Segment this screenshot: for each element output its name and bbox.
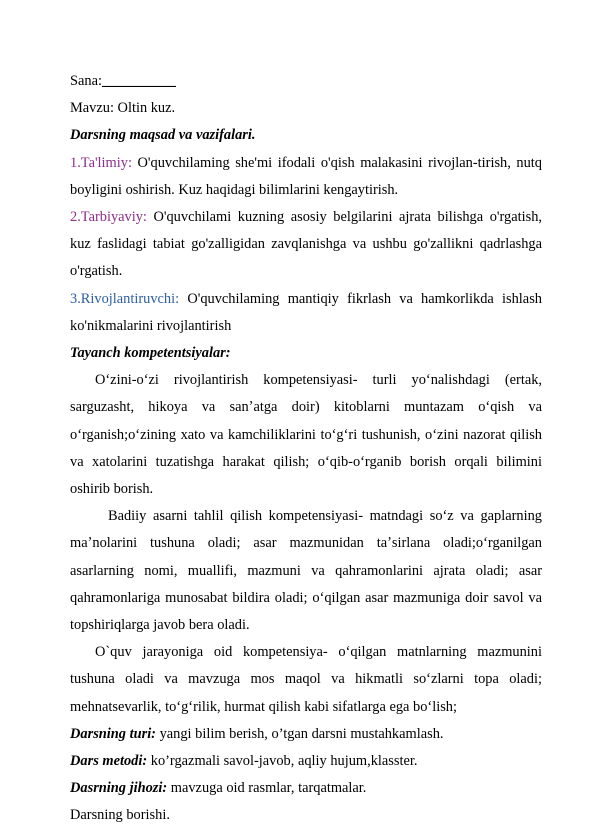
- competency-paragraph-1: Oʻzini-oʻzi rivojlantirish kompetensiyasi- turli yoʻnalishdagi (ertak, sarguzasht, hikoya va sanʼatga doir) kitoblarni muntazam oʻqish va oʻrganish;oʻzining xato va kamchiliklarini toʻgʻri tushunish, oʻzini nazorat qilish va xatolarini tuzatishga harakat qilish; oʻqib-oʻrganib borish orqali bilimini oshirib borish.: [70, 372, 542, 498]
- closing-line: Darsning borishi.: [70, 807, 170, 824]
- competency-paragraph-2: Badiiy asarni tahlil qilish kompetensiyasi- matndagi soʻz va gaplarning maʼnolarini tushuna oladi; asar mazmunidan taʼsirlana oladi;oʻrganilgan asarlarning nomi, muallifi, mazmuni va qahramonlarini ajrata oladi; asar qahramonlariga munosabat bildira oladi; oʻqilgan asar mazmuniga doir savol va topshiriqlarga javob bera oladi.: [70, 508, 542, 634]
- meta-label-lesson-equipment: Dasrning jihozi:: [70, 780, 168, 797]
- goals-heading: Darsning maqsad va vazifalari.: [70, 127, 256, 144]
- meta-label-lesson-type: Darsning turi:: [70, 725, 156, 742]
- aim-text-3: O'quvchilaming mantiqiy fikrlash va hamkorlikda ishlash ko'nikmalarini rivojlantirish: [70, 290, 542, 334]
- date-line: [70, 68, 542, 95]
- aim-label-1: 1.Ta'limiy:: [70, 154, 132, 171]
- document-body: [70, 68, 542, 830]
- aim-text-2: O'quvchilami kuzning asosiy belgilarini ajrata bilishga o'rgatish, kuz faslidagi tabiat go'zalligidan zavqlanishga va ushbu go'zallikni qadrlashga o'rgatish.: [70, 209, 542, 280]
- date-label: Sana:: [70, 73, 102, 89]
- competencies-heading: Tayanch kompetentsiyalar:: [70, 345, 231, 362]
- topic-line: Mavzu: Oltin kuz.: [70, 100, 176, 117]
- aim-label-2: 2.Tarbiyaviy:: [70, 209, 147, 226]
- aim-item-2: [70, 204, 542, 286]
- aim-item-1: [70, 150, 542, 204]
- aim-item-3: [70, 286, 542, 340]
- meta-row-lesson-equipment: [70, 775, 542, 802]
- meta-value-lesson-type: yangi bilim berish, o’tgan darsni mustahkamlash.: [155, 725, 444, 742]
- meta-label-lesson-method: Dars metodi:: [70, 753, 148, 770]
- meta-value-lesson-equipment: mavzuga oid rasmlar, tarqatmalar.: [167, 780, 367, 797]
- aim-text-1: O'quvchilaming she'mi ifodali o'qish malakasini rivojlan-tirish, nutq boyligini oshirish. Kuz haqidagi bilimlarini kengaytirish.: [70, 154, 542, 198]
- date-blank-rule: __________: [101, 73, 176, 89]
- competency-paragraph-3: O`quv jarayoniga oid kompetensiya- oʻqilgan matnlarning mazmunini tushuna oladi va mavzuga mos maqol va hikmatli soʻzlarni topa oladi; mehnatsevarlik, toʻgʻrilik, hurmat qilish kabi sifatlarga ega boʻlish;: [70, 644, 542, 715]
- aim-label-3: 3.Rivojlantiruvchi:: [70, 290, 180, 307]
- meta-row-lesson-method: [70, 748, 542, 775]
- meta-row-lesson-type: [70, 721, 542, 748]
- meta-value-lesson-method: ko’rgazmali savol-javob, aqliy hujum,klasster.: [147, 753, 418, 770]
